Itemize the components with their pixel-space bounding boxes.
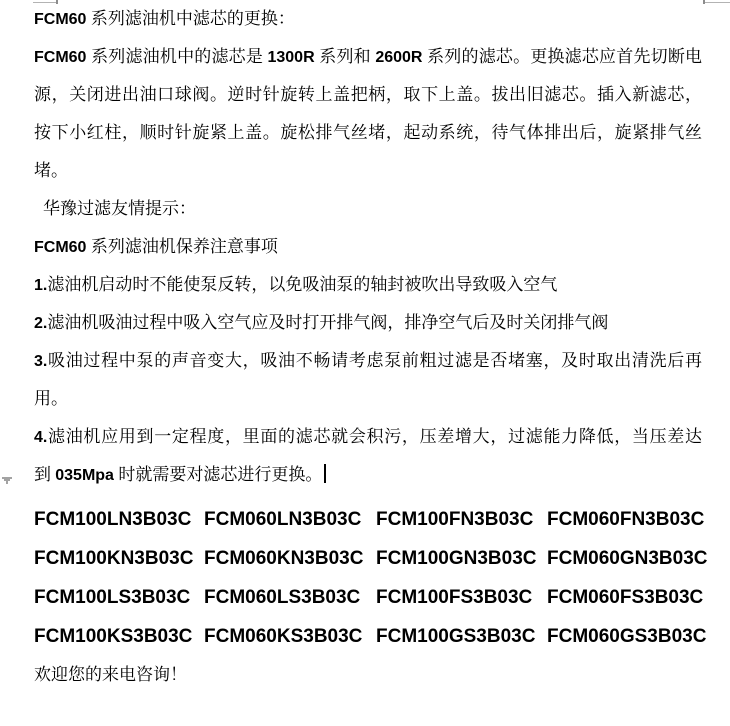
doc-line-item-2 xyxy=(34,304,702,342)
text-run-cjk: 滤油机应用到一定程度，里面的滤芯就会积污，压差增大，过滤能力降低，当压差达 xyxy=(47,427,702,446)
text-run-cjk: 欢迎您的来电咨询！ xyxy=(34,665,187,684)
top-right-ruler-fragment xyxy=(705,2,730,3)
part-number-row xyxy=(34,539,708,578)
list-number: 3. xyxy=(34,353,48,370)
part-number-row xyxy=(34,578,702,617)
part-number: FCM100FN3B03C xyxy=(376,509,534,530)
text-run-cjk: 滤油机启动时不能使泵反转，以免吸油泵的轴封被吹出导致吸入空气 xyxy=(47,275,558,294)
part-number: FCM100LS3B03C xyxy=(34,587,191,608)
top-right-ruler-tick xyxy=(703,0,705,4)
text-run-cjk: 堵。 xyxy=(34,161,68,180)
doc-line xyxy=(34,76,702,114)
part-number: FCM060FS3B03C xyxy=(547,587,704,608)
part-number: FCM060LS3B03C xyxy=(204,587,361,608)
text-run-cjk: 系列滤油机中滤芯的更换： xyxy=(90,9,295,28)
part-number: FCM060FN3B03C xyxy=(547,509,705,530)
part-number-row xyxy=(34,500,705,539)
part-number-table xyxy=(34,500,708,656)
part-number: FCM100GN3B03C xyxy=(376,548,537,569)
part-number-row xyxy=(34,617,707,656)
text-run-cjk: 系列的滤芯。更换滤芯应首先切断电 xyxy=(427,47,702,66)
part-number: FCM100KN3B03C xyxy=(34,548,194,569)
part-number: FCM060KN3B03C xyxy=(204,548,364,569)
part-number: FCM100LN3B03C xyxy=(34,509,192,530)
doc-line xyxy=(34,38,702,76)
text-run-cjk: 到 xyxy=(34,465,56,484)
text-run-cjk: 华豫过滤友情提示： xyxy=(43,199,196,218)
text-run-cjk: 源，关闭进出油口球阀。逆时针旋转上盖把柄，取下上盖。拔出旧滤芯。插入新滤芯， xyxy=(34,85,702,104)
text-run-cjk: 按下小红柱，顺时针旋紧上盖。旋松排气丝堵，起动系统，待气体排出后，旋紧排气丝 xyxy=(34,123,702,142)
text-run-latin: FCM60 xyxy=(34,49,92,66)
text-run-cjk: 滤油机吸油过程中吸入空气应及时打开排气阀，排净空气后及时关闭排气阀 xyxy=(47,313,609,332)
part-number: FCM100GS3B03C xyxy=(376,626,536,647)
marker-bar-icon xyxy=(6,481,8,484)
text-run-latin: FCM60 xyxy=(34,239,91,256)
part-number: FCM100KS3B03C xyxy=(34,626,193,647)
text-run-latin: 2600R xyxy=(375,49,428,66)
text-run-latin: FCM60 xyxy=(34,11,91,28)
text-run-latin: 1300R xyxy=(267,49,320,66)
part-number: FCM060KS3B03C xyxy=(204,626,363,647)
doc-line-item-3 xyxy=(34,342,702,380)
text-cursor xyxy=(324,464,326,483)
doc-line-subheading xyxy=(34,228,702,266)
doc-line-tip-heading xyxy=(34,190,702,228)
text-run-cjk: 系列和 xyxy=(319,47,376,66)
text-run-cjk: 时就需要对滤芯进行更换。 xyxy=(118,465,323,484)
list-number: 1. xyxy=(34,277,48,294)
doc-line-item-1 xyxy=(34,266,702,304)
doc-line-title xyxy=(34,0,702,38)
list-number: 4. xyxy=(34,429,48,446)
text-run-latin: 035Mpa xyxy=(55,467,119,484)
doc-line-with-cursor xyxy=(34,456,702,494)
list-number: 2. xyxy=(34,315,48,332)
part-number: FCM060GN3B03C xyxy=(547,548,708,569)
doc-line xyxy=(34,380,702,418)
doc-line-closing xyxy=(34,656,702,694)
part-number: FCM100FS3B03C xyxy=(376,587,533,608)
text-run-cjk: 系列滤油机中的滤芯是 xyxy=(91,47,268,66)
left-margin-marker[interactable] xyxy=(2,477,12,485)
doc-line xyxy=(34,114,702,152)
doc-line xyxy=(34,152,702,190)
text-run-cjk: 用。 xyxy=(34,389,68,408)
text-run-cjk: 吸油过程中泵的声音变大，吸油不畅请考虑泵前粗过滤是否堵塞，及时取出清洗后再 xyxy=(47,351,702,370)
part-number: FCM060LN3B03C xyxy=(204,509,362,530)
part-number: FCM060GS3B03C xyxy=(547,626,707,647)
doc-line-item-4 xyxy=(34,418,702,456)
document-page[interactable] xyxy=(34,0,708,694)
text-run-cjk: 系列滤油机保养注意事项 xyxy=(90,237,278,256)
